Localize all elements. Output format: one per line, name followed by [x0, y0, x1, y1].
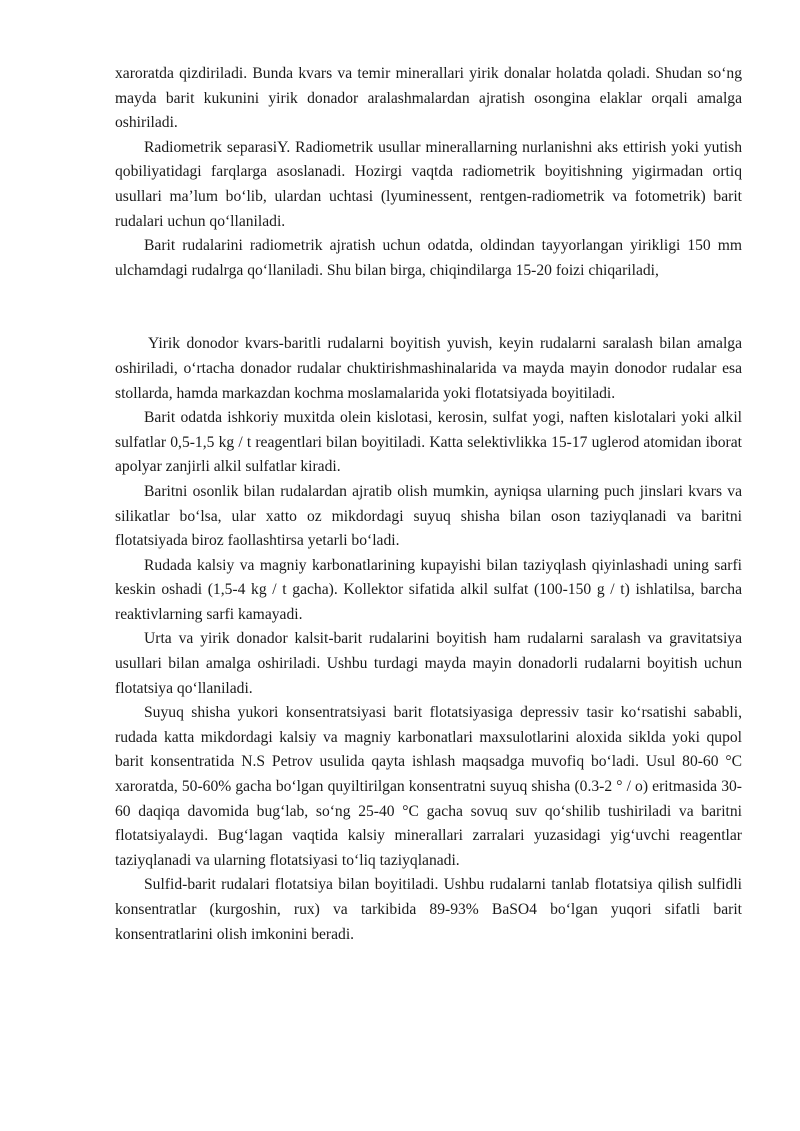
paragraph-1: xaroratda qizdiriladi. Bunda kvars va temir minerallari yirik donalar holatda qoladi. Shudan so‘ng mayda barit kukunini yirik donador aralashmalardan ajratish osongina elaklar orqali amalga oshiriladi. — [115, 65, 742, 132]
paragraph-radiometric-separation: Radiometrik separasiY. Radiometrik usullar minerallarning nurlanishni aks ettirish yoki yutish qobiliyatidagi farqlarga asoslanadi. Hozirgi vaqtda radiometrik boyitishning yigirmadan ortiq usullari ma’lum bo‘lib, ulardan uchtasi (lyuminessent, rentgen-radiometrik va fotometrik) barit rudalari uchun qo‘llaniladi. — [115, 138, 742, 230]
paragraph-carbonates: Rudada kalsiy va magniy karbonatlarining kupayishi bilan taziyqlash qiyinlashadi uning sarfi keskin oshadi (1,5-4 kg / t gacha). Kollektor sifatida alkil sulfat (100-150 g / t) ishlatilsa, barcha reaktivlarning sarfi kamayadi. — [115, 556, 742, 623]
paragraph-liquid-glass: Suyuq shisha yukori konsentratsiyasi barit flotatsiyasiga depressiv tasir ko‘rsatishi sababli, rudada katta mikdordagi kalsiy va magniy karbonatlari maxsulotlarini aloxida siklda yoki qupol barit konsentratida N.S Petrov usulida qayta ishlash maqsadga muvofiq bo‘ladi. Usul 80-60 °C xaroratda, 50-60% gacha bo‘lgan quyiltirilgan konsentratni suyuq shisha (0.3-2 ° / o) eritmasida 30-60 daqiqa davomida bug‘lab, so‘ng 25-40 °C gacha sovuq suv qo‘shilib tushiriladi va baritni flotatsiyalaydi. Bug‘lagan vaqtida kalsiy minerallari zarralari yuzasidagi yig‘uvchi reagentlar taziyqlanadi va ularning flotatsiyasi to‘liq taziyqlanadi. — [115, 704, 742, 869]
paragraph-quartz-silicate: Baritni osonlik bilan rudalardan ajratib olish mumkin, ayniqsa ularning puch jinslari kvars va silikatlar bo‘lsa, ular xatto oz mikdordagi suyuq shisha bilan oson taziyqlanadi va baritni flotatsiyada biroz faollashtirsa yetarli bo‘ladi. — [115, 482, 742, 550]
paragraph-coarse-ore: Yirik donodor kvars-baritli rudalarni boyitish yuvish, keyin rudalarni saralash bilan amalga oshiriladi, o‘rtacha donador rudalar chuktirishmashinalarida va mayda mayin donodor rudalar esa stollarda, hamda markazdan kochma moslamalarida yoki flotatsiyada boyitiladi. — [115, 335, 742, 402]
paragraph-radiometric-sorting: Barit rudalarini radiometrik ajratish uchun odatda, oldindan tayyorlangan yirikligi 150 mm ulchamdagi rudalrga qo‘llaniladi. Shu bilan birga, chiqindilarga 15-20 foizi chiqariladi, — [115, 237, 742, 279]
paragraph-calcite-barite: Urta va yirik donador kalsit-barit rudalarini boyitish ham rudalarni saralash va gravitatsiya usullari bilan amalga oshiriladi. Ushbu turdagi mayda mayin donadorli rudalarni boyitish uchun flotatsiya qo‘llaniladi. — [115, 630, 742, 697]
paragraph-gap — [115, 283, 742, 332]
paragraph-reagents: Barit odatda ishkoriy muxitda olein kislotasi, kerosin, sulfat yogi, naften kislotalari yoki alkil sulfatlar 0,5-1,5 kg / t reagentlari bilan boyitiladi. Katta selektivlikka 15-17 uglerod atomidan iborat apolyar zanjirli alkil sulfatlar kiradi. — [115, 409, 742, 476]
document-page — [115, 62, 742, 947]
paragraph-sulfide-barite: Sulfid-barit rudalari flotatsiya bilan boyitiladi. Ushbu rudalarni tanlab flotatsiya qilish sulfidli konsentratlar (kurgoshin, rux) va tarkibida 89-93% BaSO4 bo‘lgan yuqori sifatli barit konsentratlarini olish imkonini beradi. — [115, 876, 742, 943]
